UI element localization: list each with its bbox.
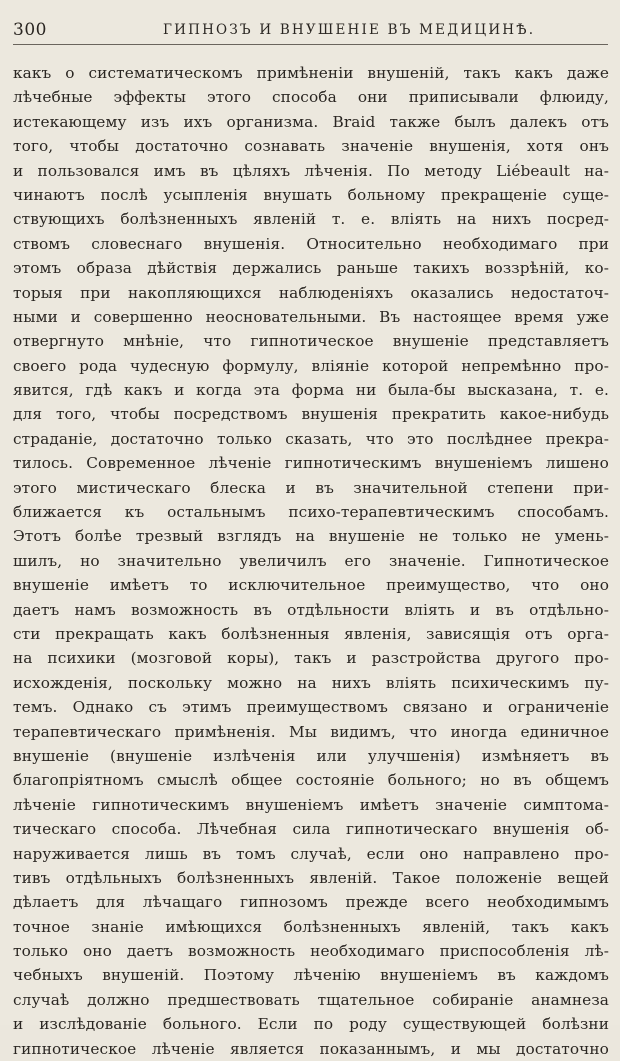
text-line: лѣченіе гипнотическимъ внушеніемъ имѣетъ значеніе симптома- bbox=[13, 795, 609, 814]
header-rule bbox=[13, 44, 608, 45]
text-line: явится, гдѣ какъ и когда эта форма ни была-бы высказана, т. е. bbox=[13, 381, 609, 400]
text-line: и пользовался имъ въ цѣляхъ лѣченія. По методу Liébeault на- bbox=[13, 161, 609, 180]
text-line: тическаго способа. Лѣчебная сила гипнотическаго внушенія об- bbox=[13, 820, 609, 839]
text-line: тилось. Современное лѣченіе гипнотическимъ внушеніемъ лишено bbox=[13, 454, 609, 473]
text-line: того, чтобы достаточно сознавать значеніе внушенія, хотя онъ bbox=[13, 137, 609, 156]
text-line: случаѣ должно предшествовать тщательное собираніе анамнеза bbox=[13, 990, 609, 1009]
running-title: ГИПНОЗЪ И ВНУШЕНІЕ ВЪ МЕДИЦИНѢ. bbox=[163, 22, 536, 38]
text-line: тивъ отдѣльныхъ болѣзненныхъ явленій. Такое положеніе вещей bbox=[13, 868, 609, 887]
text-line: лѣчебные эффекты этого способа они приписывали флюиду, bbox=[13, 88, 609, 107]
text-line: даетъ намъ возможность въ отдѣльности влiять и въ отдѣльно- bbox=[13, 600, 609, 619]
text-line: благопріятномъ смыслѣ общее состояніе больного; но въ общемъ bbox=[13, 771, 609, 790]
text-line: истекающему изъ ихъ организма. Braid также былъ далекъ отъ bbox=[13, 112, 609, 131]
text-line: какъ о систематическомъ примѣненіи внушеній, такъ какъ даже bbox=[13, 64, 609, 82]
text-line: чинаютъ послѣ усыпленія внушать больному прекращеніе суще- bbox=[13, 185, 609, 204]
text-line: внушеніе имѣетъ то исключительное преимущество, что оно bbox=[13, 576, 609, 595]
text-line: ближается къ остальнымъ психо-терапевтическимъ способамъ. bbox=[13, 503, 609, 522]
text-line: торыя при накопляющихся наблюденіяхъ оказались недостаточ- bbox=[13, 283, 609, 302]
running-head bbox=[13, 20, 608, 42]
text-line: гипнотическое лѣченіе является показаннымъ, и мы достаточно bbox=[13, 1039, 609, 1058]
text-line: этомъ образа дѣйствія держались раньше такихъ воззрѣній, ко- bbox=[13, 259, 609, 278]
text-line: Этотъ болѣе трезвый взглядъ на внушеніе не только не умень- bbox=[13, 527, 609, 546]
text-line: внушеніе (внушеніе излѣченія или улучшенія) измѣняетъ въ bbox=[13, 746, 609, 765]
text-line: чебныхъ внушеній. Поэтому лѣченію внушеніемъ въ каждомъ bbox=[13, 966, 609, 985]
text-line: ными и совершенно неосновательными. Въ настоящее время уже bbox=[13, 307, 609, 326]
body-text bbox=[13, 61, 609, 1061]
text-line: ствующихъ болѣзненныхъ явленій т. е. влiять на нихъ посред- bbox=[13, 210, 609, 229]
text-line: сти прекращать какъ болѣзненныя явленія, зависящія отъ орга- bbox=[13, 624, 609, 643]
text-line: отвергнуто мнѣніе, что гипнотическое внушеніе представляетъ bbox=[13, 332, 609, 351]
text-line: темъ. Однако съ этимъ преимуществомъ связано и ограниченіе bbox=[13, 698, 609, 717]
text-line: только оно даетъ возможность необходимаго приспособленія лѣ- bbox=[13, 942, 609, 961]
text-line: и изслѣдованіе больного. Если по роду существующей болѣзни bbox=[13, 1015, 609, 1034]
text-line: ствомъ словеснаго внушенія. Относительно необходимаго при bbox=[13, 234, 609, 253]
text-line: дѣлаетъ для лѣчащаго гипнозомъ прежде всего необходимымъ bbox=[13, 893, 609, 912]
text-line: для того, чтобы посредствомъ внушенія прекратить какое-нибудь bbox=[13, 405, 609, 424]
page-number: 300 bbox=[13, 20, 47, 40]
text-line: наруживается лишь въ томъ случаѣ, если оно направлено про- bbox=[13, 844, 609, 863]
text-line: своего рода чудесную формулу, вліяніе которой непремѣнно про- bbox=[13, 356, 609, 375]
text-line: этого мистическаго блеска и въ значительной степени при- bbox=[13, 478, 609, 497]
text-line: исхожденія, поскольку можно на нихъ влiять психическимъ пу- bbox=[13, 673, 609, 692]
text-line: шилъ, но значительно увеличилъ его значеніе. Гипнотическое bbox=[13, 551, 609, 570]
text-line: терапевтическаго примѣненія. Мы видимъ, что иногда единичное bbox=[13, 722, 609, 741]
text-line: страданіе, достаточно только сказать, что это послѣднее прекра- bbox=[13, 429, 609, 448]
text-line: точное знаніе имѣющихся болѣзненныхъ явленій, такъ какъ bbox=[13, 917, 609, 936]
text-line: на психики (мозговой коры), такъ и разстройства другого про- bbox=[13, 649, 609, 668]
